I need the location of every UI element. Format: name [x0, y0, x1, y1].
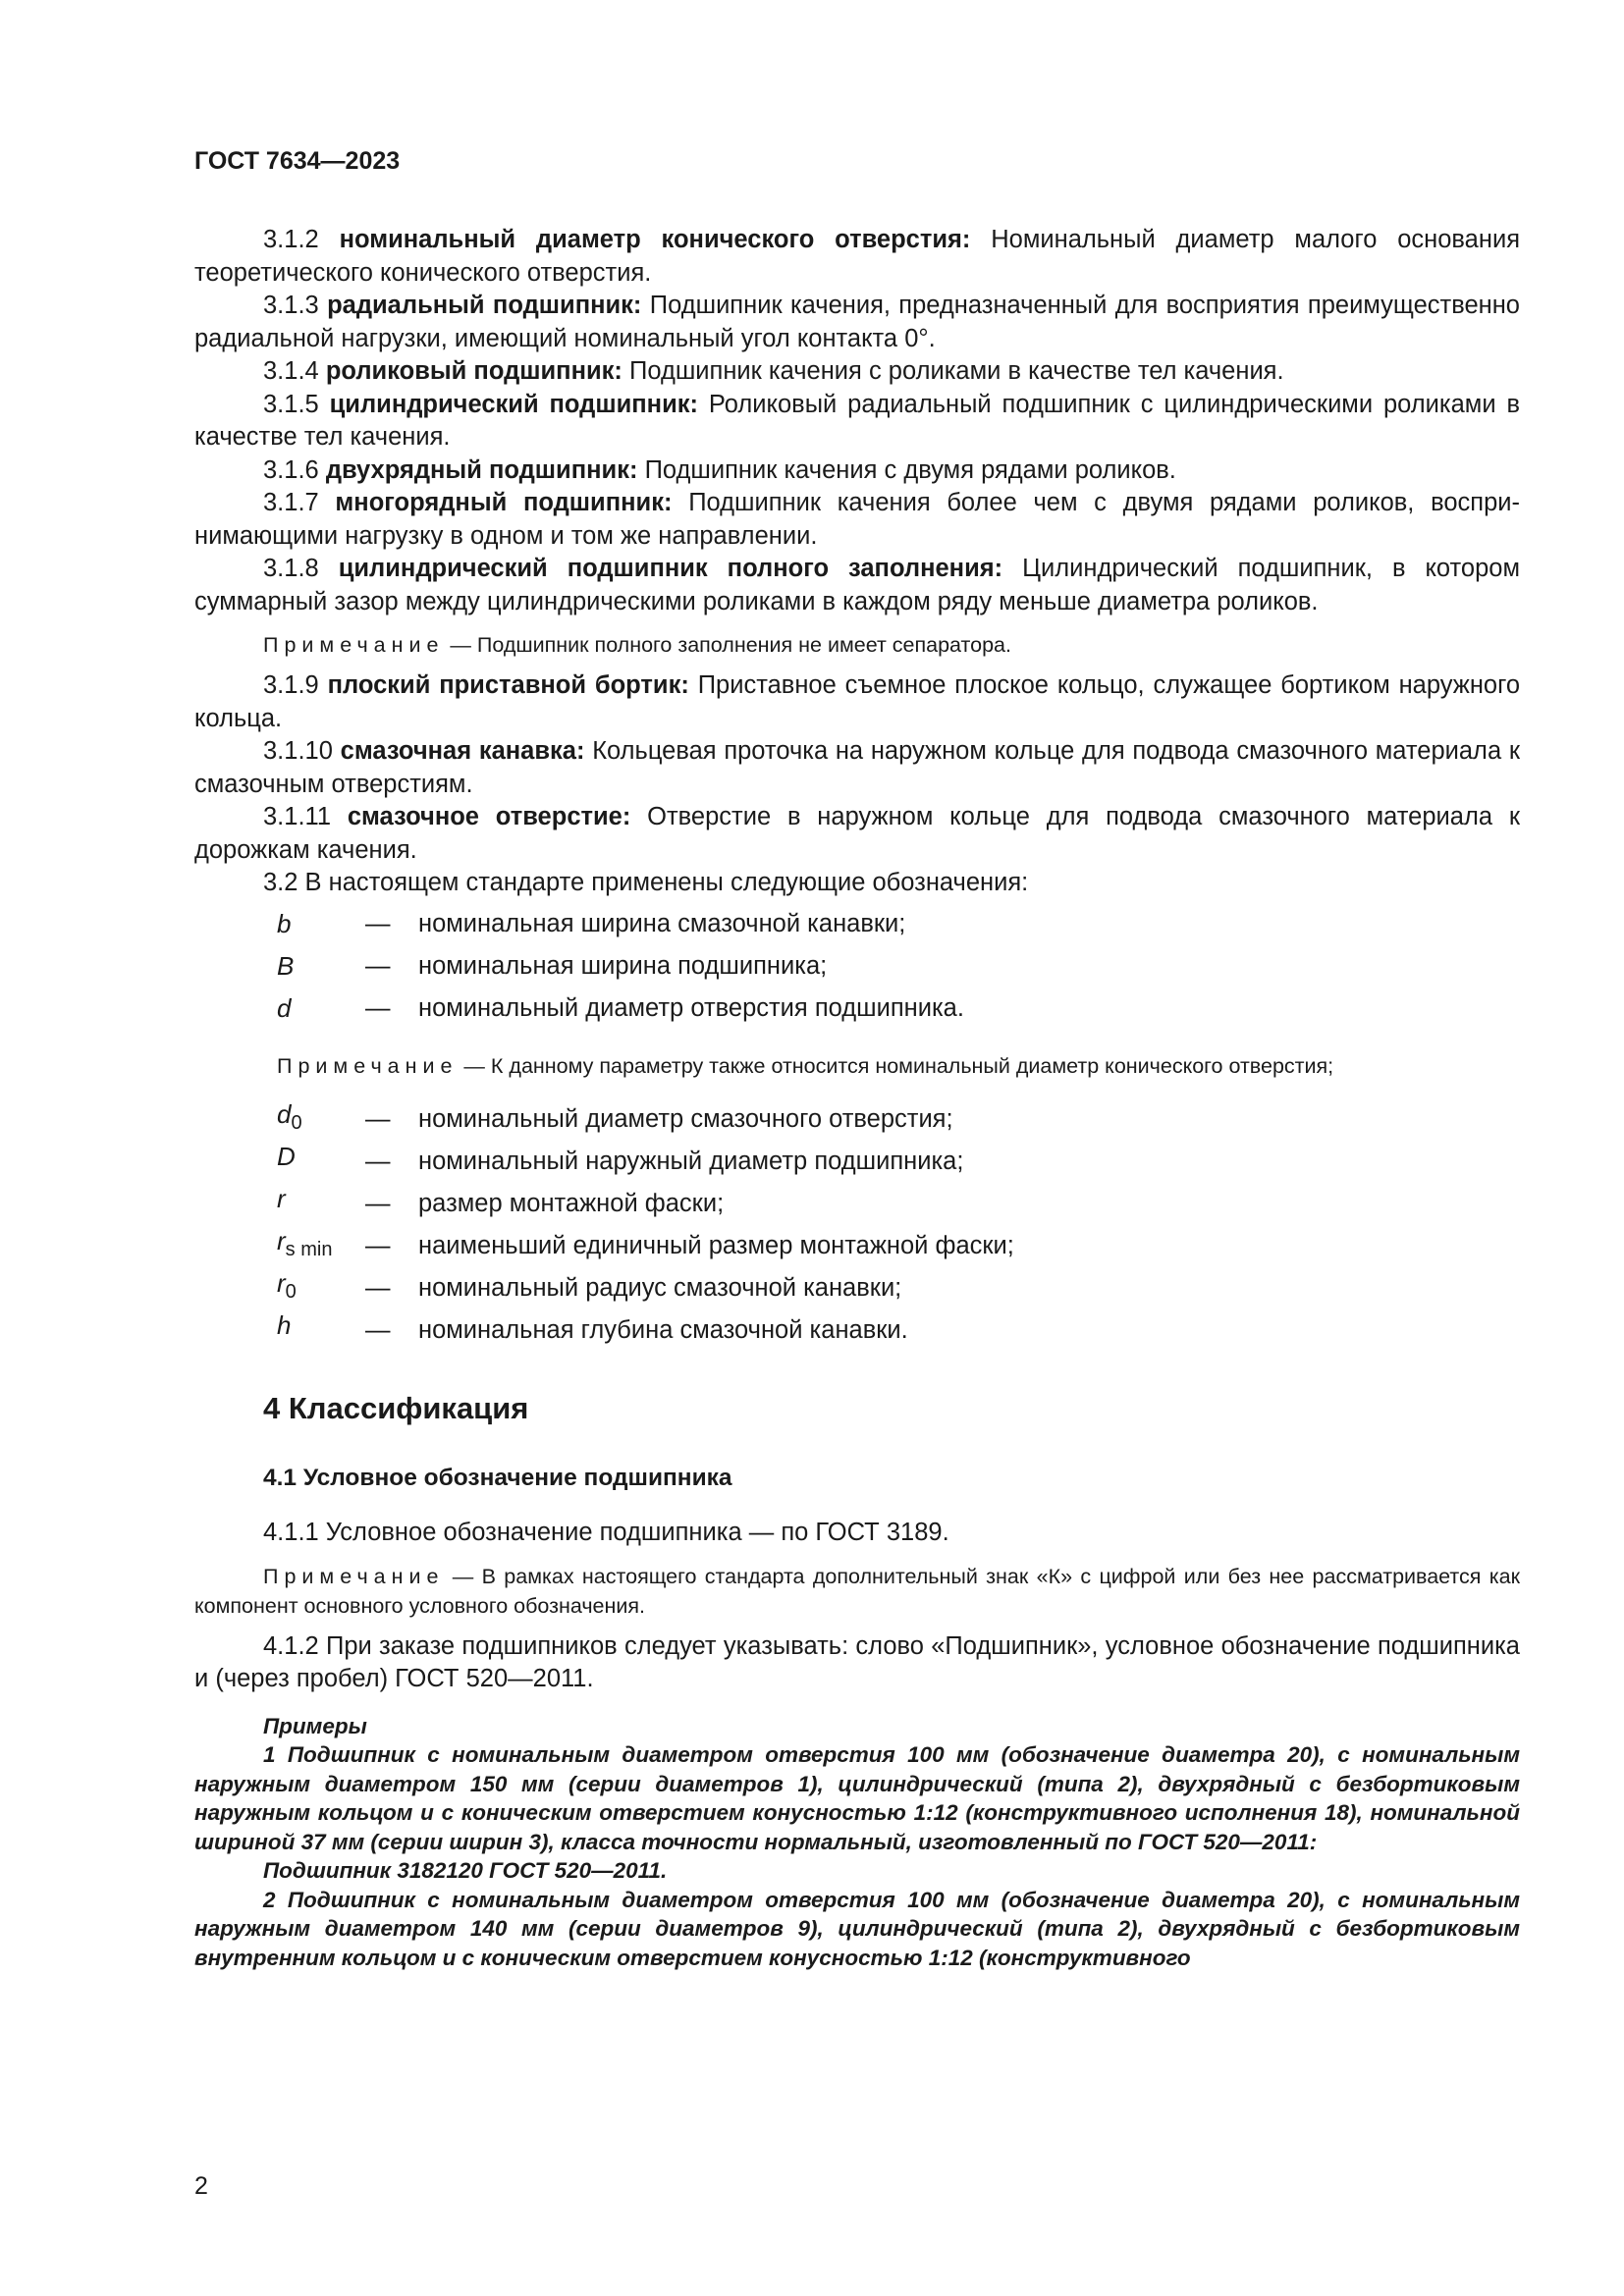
term-3-1-7: 3.1.7 многорядный подшипник: Подшипник качения более чем с двумя рядами роликов, воспринимающими нагрузку в одном и том же направлении. [194, 489, 1521, 550]
symbol-row: r — размер монтажной фаски; [277, 1184, 725, 1217]
document-header: ГОСТ 7634—2023 [194, 147, 401, 175]
para-3-2: 3.2 В настоящем стандарте применены следующие обозначения: [263, 869, 1029, 896]
examples-heading: Примеры [263, 1713, 367, 1738]
symbol-row: $r_{s min}$ — наименьший единичный размер монтажной фаски; [277, 1226, 1014, 1261]
example-2: 2 Подшипник с номинальным диаметром отверстия 100 мм (обозначение диаметра 20), с номинальным наружным диаметром 140 мм (серии диаметров 9), цилиндрический (типа 2), двухрядный с безбортиковым внутренним кольцом и с коническим отверстием конусностью 1:12 (конструктивного [194, 1887, 1520, 1970]
symbol-row: d — номинальный диаметр отверстия подшипника. [277, 993, 964, 1024]
para-4-1-1: 4.1.1 Условное обозначение подшипника — по ГОСТ 3189. [263, 1519, 949, 1546]
symbol-row: D — номинальный наружный диаметр подшипника; [277, 1142, 964, 1175]
term-3-1-3: 3.1.3 радиальный подшипник: Подшипник качения, предназначенный для восприятия преимущественно радиальной нагрузки, имеющий номинальный угол контакта 0°. [194, 292, 1520, 352]
note-full-complement: Примечание — Подшипник полного заполнения не имеет сепаратора. [263, 633, 1011, 657]
section-heading: 4 Классификация [263, 1391, 529, 1425]
symbol-row: B — номинальная ширина подшипника; [277, 951, 828, 982]
term-3-1-8: 3.1.8 цилиндрический подшипник полного заполнения: Цилиндрический подшипник, в котором суммарный зазор между цилиндрическими роликами в каждом ряду меньше диаметра роликов. [194, 555, 1521, 615]
note-conical-bore: Примечание — К данному параметру также относится номинальный диаметр конического отверстия; [277, 1053, 1334, 1078]
note-designation: Примечание — В рамках настоящего стандарта дополнительный знак «К» с цифрой или без нее рассматривается как компонент основного условного обозначения. [194, 1564, 1520, 1618]
example-1-designation: Подшипник 3182120 ГОСТ 520—2011. [263, 1858, 668, 1883]
para-4-1-2: 4.1.2 При заказе подшипников следует указывать: слово «Подшипник», условное обозначение подшипника и (через пробел) ГОСТ 520—2011. [194, 1631, 1520, 1692]
symbol-row: $r_0$ — номинальный радиус смазочной канавки; [277, 1268, 902, 1304]
subsection-heading: 4.1 Условное обозначение подшипника [263, 1465, 732, 1491]
page-content [194, 224, 1520, 1972]
page-number: 2 [194, 2172, 208, 2200]
term-3-1-9: 3.1.9 плоский приставной бортик: Приставное съемное плоское кольцо, служащее бортиком наружного кольца. [194, 671, 1521, 732]
term-3-1-2: 3.1.2 номинальный диаметр конического отверстия: Номинальный диаметр малого основания теоретического конического отверстия. [194, 226, 1520, 287]
term-3-1-4: 3.1.4 роликовый подшипник: Подшипник качения с роликами в качестве тел качения. [263, 357, 1284, 385]
term-3-1-11: 3.1.11 смазочное отверстие: Отверстие в наружном кольце для подвода смазочного материала к дорожкам качения. [194, 803, 1520, 864]
example-1: 1 Подшипник с номинальным диаметром отверстия 100 мм (обозначение диаметра 20), с номинальным наружным диаметром 150 мм (серии диаметров 1), цилиндрический (типа 2), двухрядный с безбортиковым наружным кольцом и с коническим отверстием конусностью 1:12 (конструктивного исполнения 18), номинальной шириной 37 мм (серии ширин 3), класса точности нормальный, изготовленный по ГОСТ 520—2011: [194, 1742, 1520, 1854]
symbol-row: $d_0$ — номинальный диаметр смазочного отверстия; [277, 1099, 953, 1135]
examples-block [194, 1712, 1520, 1973]
symbol-row: h — номинальная глубина смазочной канавки. [277, 1310, 908, 1344]
term-3-1-5: 3.1.5 цилиндрический подшипник: Роликовый радиальный подшипник с цилиндрическими роликами в качестве тел качения. [194, 390, 1520, 451]
symbol-list-b [194, 1098, 1520, 1352]
term-3-1-6: 3.1.6 двухрядный подшипник: Подшипник качения с двумя рядами роликов. [263, 455, 1176, 484]
symbol-list-a [194, 904, 1520, 1031]
term-3-1-10: 3.1.10 смазочная канавка: Кольцевая проточка на наружном кольце для подвода смазочного материала к смазочным отверстиям. [194, 737, 1521, 798]
symbol-row: b — номинальная ширина смазочной канавки; [277, 909, 906, 939]
